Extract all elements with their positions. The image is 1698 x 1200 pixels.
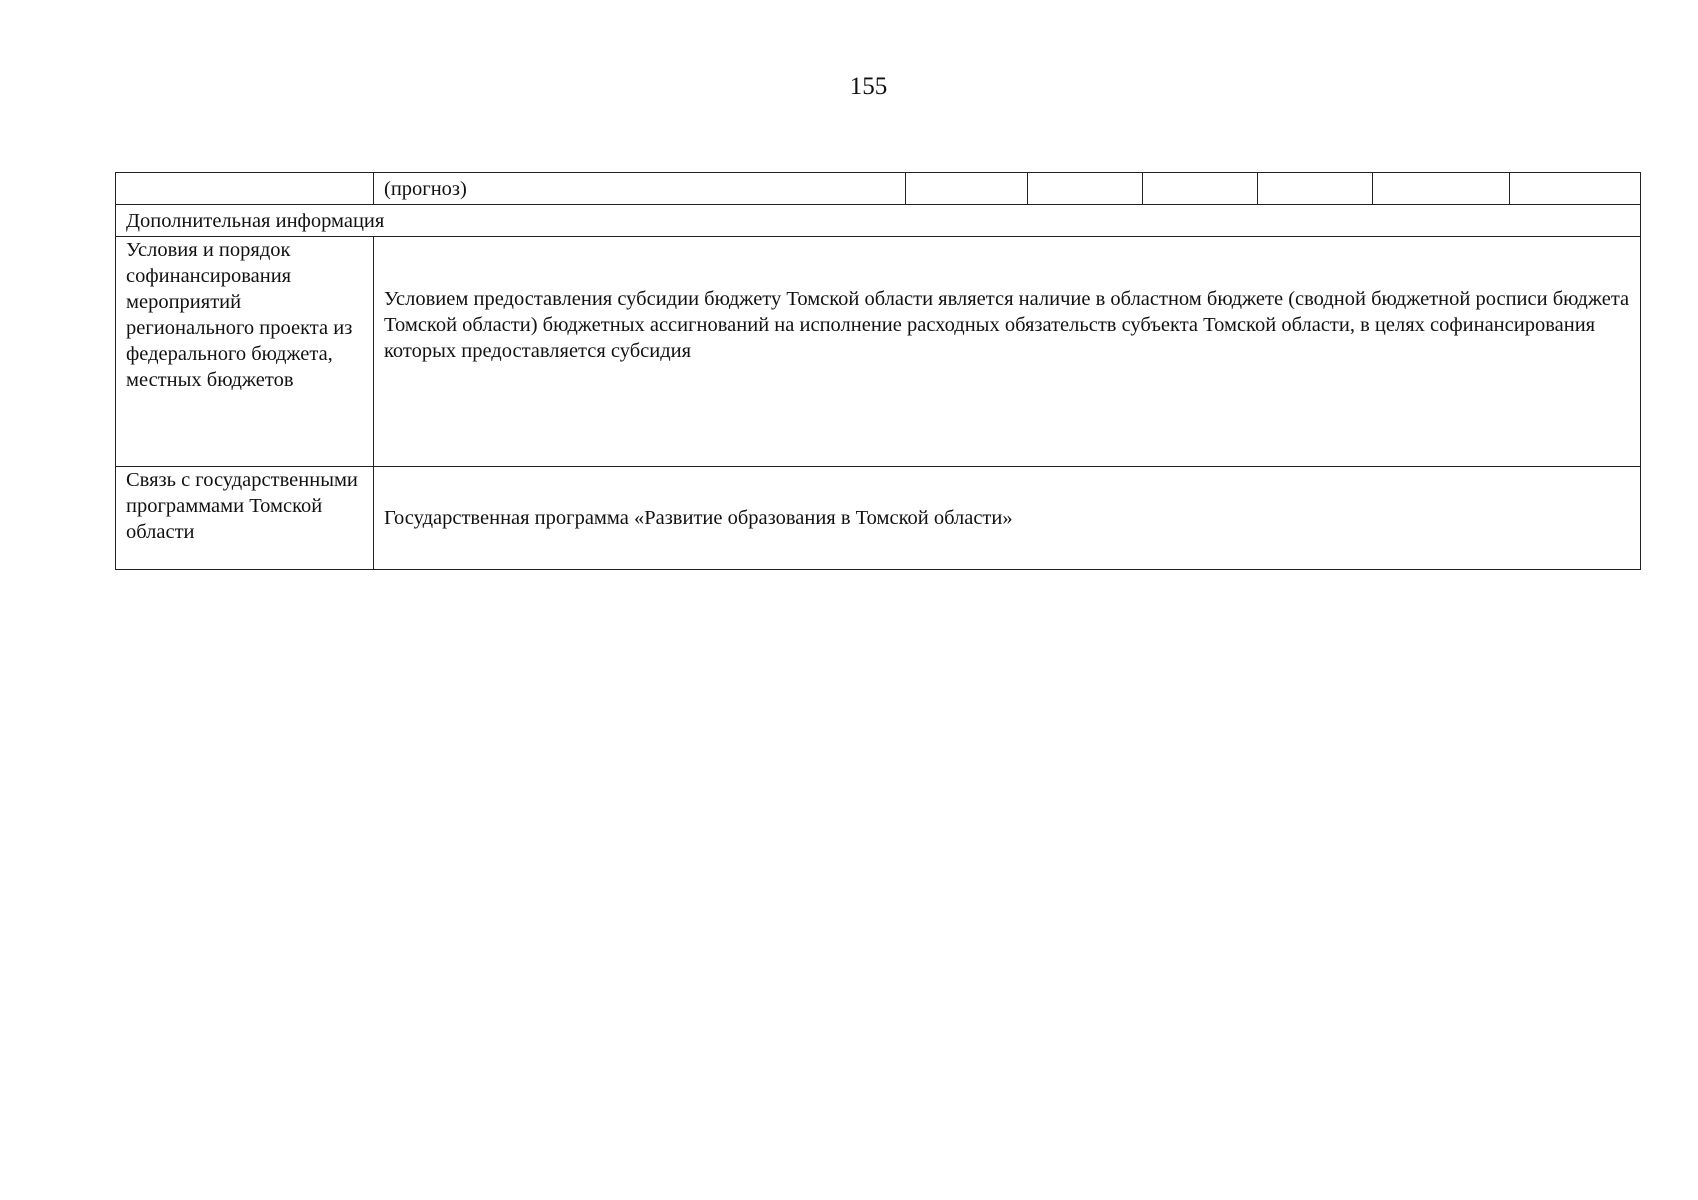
forecast-value-cell [1143,173,1258,205]
table-row-forecast [116,173,1641,205]
forecast-label-cell: (прогноз) [374,173,906,205]
forecast-value-cell [906,173,1028,205]
programs-label-cell: Связь с государственными программами Томской области [116,467,374,570]
forecast-empty-cell [116,173,374,205]
section-header-cell: Дополнительная информация [116,205,1641,237]
programs-value-cell: Государственная программа «Развитие образования в Томской области» [374,467,1641,570]
page-number: 155 [849,73,888,100]
cofinancing-value-cell: Условием предоставления субсидии бюджету Томской области является наличие в областном бюджете (сводной бюджетной росписи бюджета Томской области) бюджетных ассигнований на исполнение расходных обязательств субъекта Томской области, в целях софинансирования которых предоставляется субсидия [374,237,1641,467]
table-row-cofinancing [116,237,1641,467]
table-row-programs-link [116,467,1641,570]
forecast-value-cell [1258,173,1373,205]
cofinancing-label-cell: Условия и порядок софинансирования мероприятий регионального проекта из федерального бюджета, местных бюджетов [116,237,374,467]
forecast-value-cell [1510,173,1641,205]
forecast-value-cell [1028,173,1143,205]
project-info-table [115,172,1641,570]
forecast-value-cell [1373,173,1510,205]
table-row-section-header [116,205,1641,237]
